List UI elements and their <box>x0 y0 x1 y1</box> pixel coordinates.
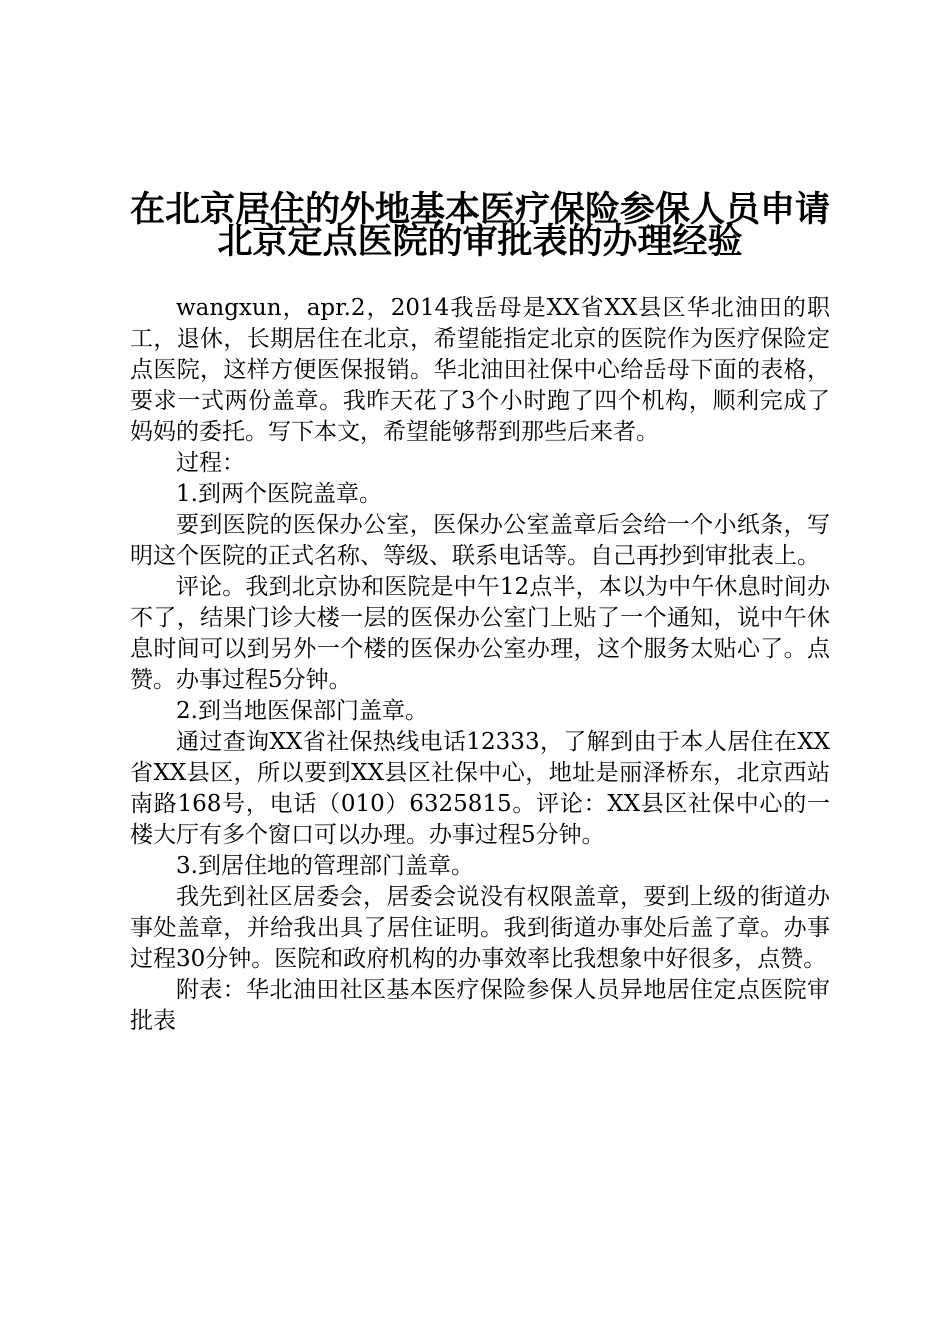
step-2-paragraph: 通过查询XX省社保热线电话12333，了解到由于本人居住在XX省XX县区，所以要到XX县区社保中心，地址是丽泽桥东，北京西站南路168号，电话（010）6325815。评论：XX县区社保中心的一楼大厅有多个窗口可以办理。办事过程5分钟。 <box>130 729 830 848</box>
step-1-paragraph: 要到医院的医保办公室，医保办公室盖章后会给一个小纸条，写明这个医院的正式名称、等级、联系电话等。自己再抄到审批表上。 <box>130 512 830 569</box>
document-title-line-1: 在北京居住的外地基本医疗保险参保人员申请 <box>129 190 830 230</box>
step-3-heading: 3.到居住地的管理部门盖章。 <box>176 853 474 879</box>
step-1-comment-paragraph: 评论。我到北京协和医院是中午12点半，本以为中午休息时间办不了，结果门诊大楼一层的医保办公室门上贴了一个通知，说中午休息时间可以到另外一个楼的医保办公室办理，这个服务太贴心了。点赞。办事过程5分钟。 <box>130 574 830 693</box>
step-1-heading: 1.到两个医院盖章。 <box>176 481 382 507</box>
document-body <box>130 293 830 1037</box>
appendix-paragraph: 附表：华北油田社区基本医疗保险参保人员异地居住定点医院审批表 <box>130 977 830 1034</box>
document-title-line-2: 北京定点医院的审批表的办理经验 <box>217 222 743 262</box>
step-3-paragraph: 我先到社区居委会，居委会说没有权限盖章，要到上级的街道办事处盖章，并给我出具了居住证明。我到街道办事处后盖了章。办事过程30分钟。医院和政府机构的办事效率比我想象中好很多，点赞。 <box>130 884 830 972</box>
step-2-heading: 2.到当地医保部门盖章。 <box>176 698 428 724</box>
intro-paragraph: wangxun，apr.2，2014我岳母是XX省XX县区华北油田的职工，退休，长期居住在北京，希望能指定北京的医院作为医疗保险定点医院，这样方便医保报销。华北油田社保中心给岳母下面的表格，要求一式两份盖章。我昨天花了3个小时跑了四个机构，顺利完成了妈妈的委托。写下本文，希望能够帮到那些后来者。 <box>130 295 830 445</box>
process-heading: 过程： <box>176 450 245 476</box>
